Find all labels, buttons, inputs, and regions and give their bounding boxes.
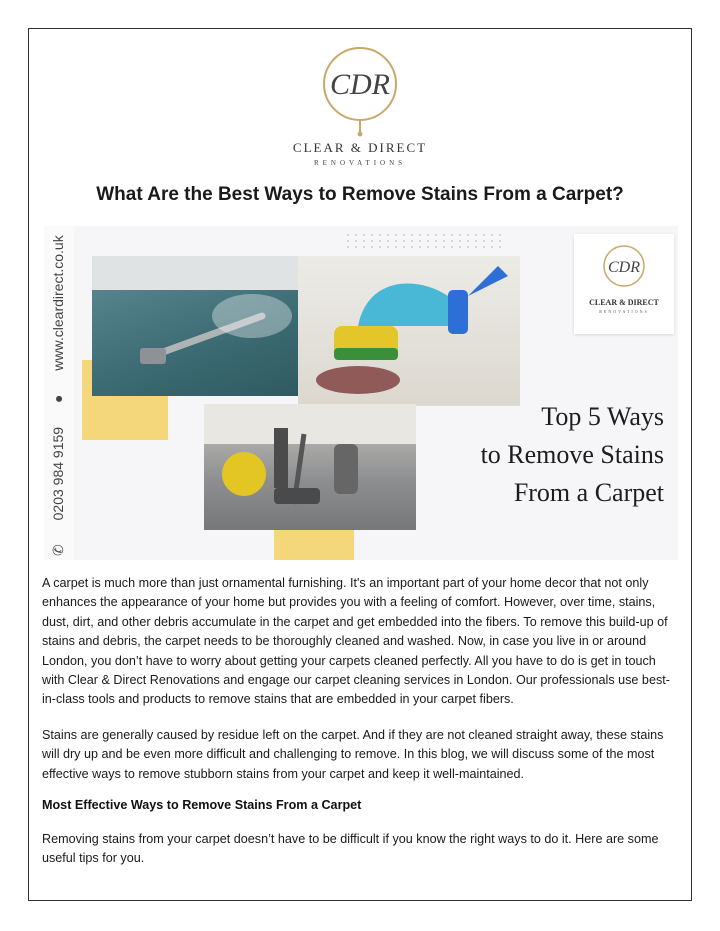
carpet-steam-clean-photo xyxy=(92,256,310,396)
monogram-text: CDR xyxy=(608,259,640,276)
headline-line: to Remove Stains xyxy=(480,440,664,469)
headline-line: Top 5 Ways xyxy=(541,402,664,431)
banner-logo-card xyxy=(574,234,674,334)
monogram-ring-icon xyxy=(310,42,410,138)
banner-headline xyxy=(444,398,664,512)
intro-paragraph: A carpet is much more than just ornamental furnishing. It's an important part of your home decor that not only enhances the appearance of your home but provides you with a feeling of comfort. However, over time, stains, dust, dirt, and other debris accumulate in the carpet and get embedded into the fibers. To remove this build-up of stains and debris, the carpet needs to be thoroughly cleaned and washed. Now, in case you live in or around London, you don’t have to worry about getting your carpets cleaned perfectly. All you have to do is get in touch with Clear & Direct Renovations and engage our carpet cleaning services in London. Our professionals use best-in-class tools and products to remove stains that are embedded in your carpet fibers. xyxy=(42,576,670,707)
section-heading: Most Effective Ways to Remove Stains From a Carpet xyxy=(42,798,362,812)
page-title: What Are the Best Ways to Remove Stains From a Carpet? xyxy=(96,184,624,205)
brand-subtitle: RENOVATIONS xyxy=(313,159,407,167)
stains-paragraph: Stains are generally caused by residue left on the carpet. And if they are not cleaned straight away, these stains will dry up and be even more difficult and challenging to remove. In this blog, we will discuss some of the most effective ways to remove stubborn stains from your carpet and keep it well-maintained. xyxy=(42,728,664,781)
carpet-extractor-photo xyxy=(204,404,416,530)
headline-line: From a Carpet xyxy=(513,478,664,507)
card-brand-name: CLEAR & DIRECT xyxy=(589,298,659,307)
brand-name: CLEAR & DIRECT xyxy=(292,140,428,155)
closing-paragraph: Removing stains from your carpet doesn’t have to be difficult if you know the right ways to do it. Here are some useful tips for you. xyxy=(42,832,659,866)
brand-logo xyxy=(0,42,720,172)
monogram-text: CDR xyxy=(330,68,390,101)
banner-website: www.cleardirect.co.uk xyxy=(50,235,66,371)
decorative-dots xyxy=(344,232,504,252)
stain-scrubbing-photo xyxy=(298,256,520,406)
phone-icon: ✆ xyxy=(50,544,66,556)
globe-icon: ● xyxy=(50,394,66,404)
hero-banner-image xyxy=(44,226,678,560)
card-brand-subtitle: RENOVATIONS xyxy=(599,309,649,314)
banner-phone: 0203 984 9159 xyxy=(50,426,66,521)
monogram-ring-icon xyxy=(596,240,652,296)
banner-contact-info xyxy=(50,226,67,556)
